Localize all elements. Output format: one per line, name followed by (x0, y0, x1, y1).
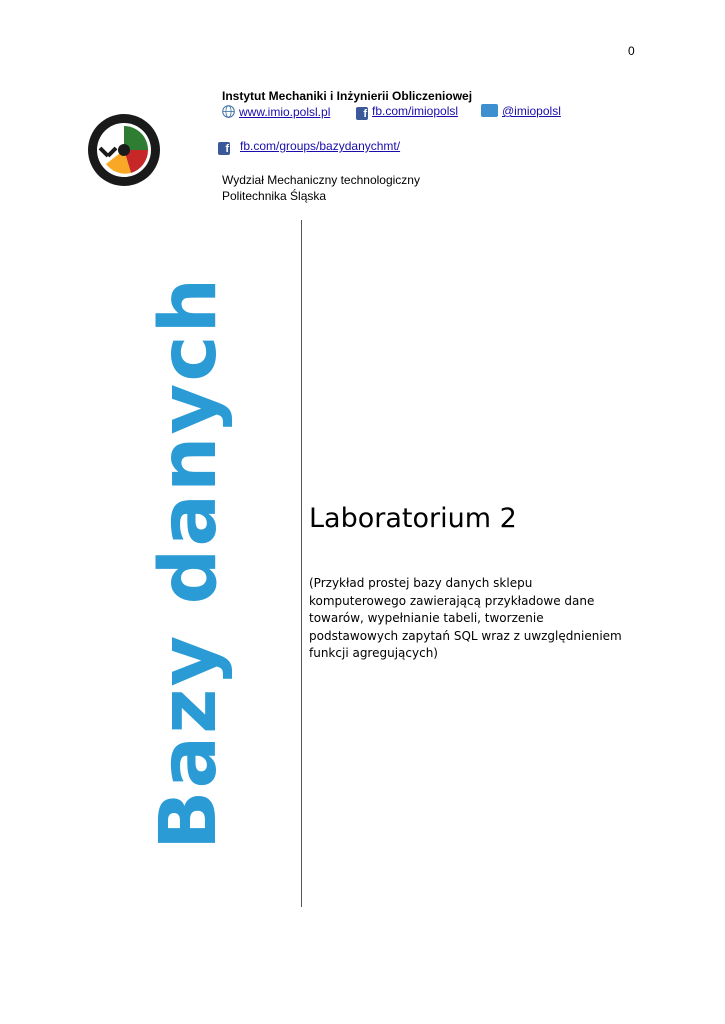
vertical-divider (301, 220, 302, 907)
facebook-link[interactable]: fb.com/imiopolsl (372, 104, 459, 118)
page-number: 0 (628, 44, 635, 58)
vertical-course-title: Bazy danych (144, 275, 234, 850)
website-link[interactable]: www.imio.polsl.pl (239, 105, 331, 119)
twitter-link[interactable]: @imiopolsl (502, 104, 561, 118)
globe-icon (222, 105, 235, 121)
lab-title: Laboratorium 2 (309, 503, 517, 534)
institute-logo (86, 112, 162, 188)
lab-description: (Przykład prostej bazy danych sklepu komputerowego zawierającą przykładowe dane towarów, wypełnianie tabeli, tworzenie podstawowych zapytań SQL wraz z uwzględnieniem funkcji agregujących) (309, 576, 622, 660)
university-name: Politechnika Śląska (222, 189, 327, 203)
facebook-group-icon: f (218, 142, 230, 155)
facebook-icon: f (356, 107, 368, 120)
faculty-name: Wydział Mechaniczny technologiczny (222, 173, 420, 187)
facebook-group-link[interactable]: fb.com/groups/bazydanychmt/ (240, 139, 401, 153)
twitter-icon (481, 104, 498, 117)
institute-name: Instytut Mechaniki i Inżynierii Obliczeniowej (222, 89, 473, 103)
